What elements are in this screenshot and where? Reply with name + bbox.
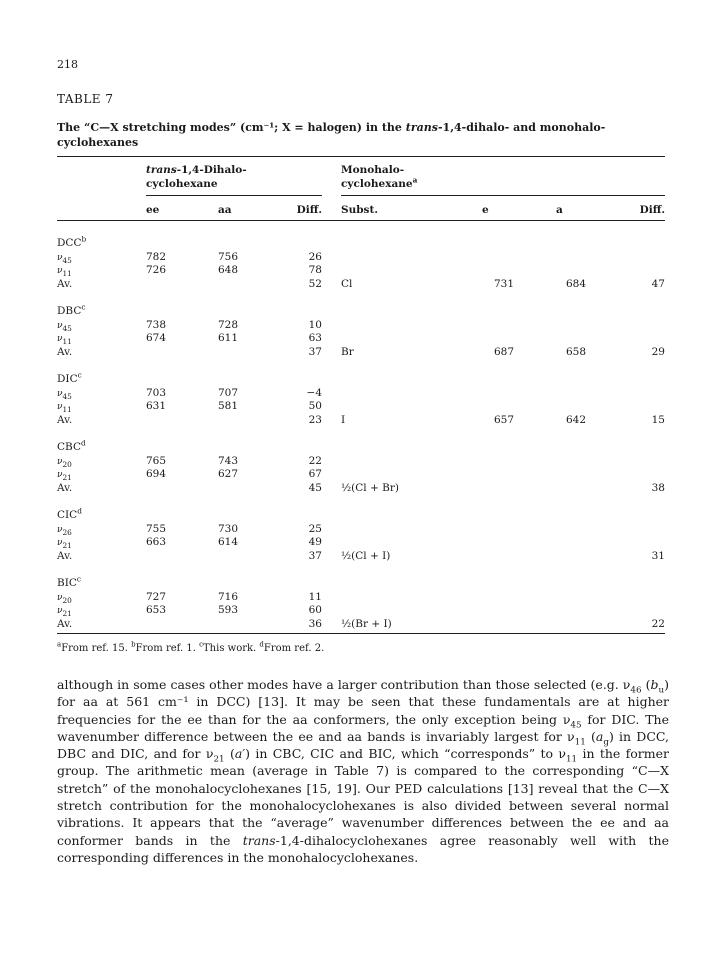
ee-value: 653 xyxy=(146,604,167,616)
body-sub-6: 21 xyxy=(213,754,225,765)
compound-heading xyxy=(57,508,82,522)
group1-header-rule xyxy=(146,195,322,196)
footnote-a-mark: a xyxy=(57,640,62,649)
compound-name: DIC xyxy=(57,373,78,385)
nu-symbol: ν xyxy=(57,592,63,603)
group1-header-rest: -1,4-Dihalo- xyxy=(176,164,247,176)
nu-symbol: ν xyxy=(57,470,63,480)
body-sub-2: u xyxy=(658,685,665,696)
average-diff: 52 xyxy=(308,277,322,290)
col-header-diff2: Diff. xyxy=(639,204,665,216)
ee-value: 755 xyxy=(146,522,167,535)
col-header-a: a xyxy=(556,204,563,216)
ee-value: 738 xyxy=(146,318,167,331)
e-value: 687 xyxy=(493,345,514,358)
body-sub-3: 45 xyxy=(570,720,582,731)
diff-value: 10 xyxy=(308,318,322,331)
substituent: ½(Cl + I) xyxy=(341,549,391,562)
mono-diff-value: 29 xyxy=(651,345,665,358)
body-text-1: although in some cases other modes have a larger contribution than those selected (e.g. ν xyxy=(57,677,631,692)
a-value: 658 xyxy=(565,345,586,358)
diff-value: 63 xyxy=(308,332,322,344)
mode-number: 20 xyxy=(62,459,72,469)
mono-diff-value: 31 xyxy=(651,549,665,562)
body-text-6: ) in DCC, DBC and DIC, and for ν xyxy=(57,728,669,762)
average-diff: 37 xyxy=(308,345,322,358)
col-header-ee: ee xyxy=(146,204,160,216)
diff-value: 67 xyxy=(308,468,322,480)
group2-header-text: cyclohexane xyxy=(341,178,413,190)
body-sub-5: g xyxy=(603,737,609,748)
ee-value: 663 xyxy=(146,536,167,548)
table-bottom-rule xyxy=(57,633,665,634)
aa-value: 728 xyxy=(218,318,239,331)
diff-value: 49 xyxy=(308,536,322,548)
group2-header-line1: Monohalo- xyxy=(341,164,405,176)
average-diff: 45 xyxy=(308,481,322,494)
footnote-a: From ref. 15. xyxy=(61,643,132,654)
nu-symbol: ν xyxy=(57,606,63,616)
mono-diff-value: 38 xyxy=(651,481,665,494)
mode-number: 20 xyxy=(62,595,72,605)
compound-ref-mark: b xyxy=(81,234,87,244)
substituent: Br xyxy=(341,345,354,358)
body-text-5: ( xyxy=(585,728,596,744)
col-header-diff: Diff. xyxy=(296,204,322,216)
mode-number: 11 xyxy=(62,405,72,415)
ee-value: 703 xyxy=(146,386,167,399)
aa-value: 716 xyxy=(218,590,239,603)
aa-value: 593 xyxy=(218,604,239,616)
mode-number: 26 xyxy=(62,527,72,537)
a-value: 684 xyxy=(565,277,586,290)
footnote-b: From ref. 1. xyxy=(135,643,200,654)
average-diff: 23 xyxy=(308,413,322,426)
ee-value: 727 xyxy=(146,590,167,603)
aa-value: 581 xyxy=(218,400,239,412)
nu-symbol: ν xyxy=(57,266,63,276)
compound-ref-mark: c xyxy=(76,574,82,584)
mono-diff-value: 15 xyxy=(651,413,665,426)
diff-value: 25 xyxy=(308,522,322,535)
compound-name: CBC xyxy=(57,441,81,453)
aa-value: 611 xyxy=(218,332,239,344)
body-paragraph xyxy=(57,676,669,866)
mode-number: 21 xyxy=(62,609,72,619)
mode-number: 45 xyxy=(62,323,72,333)
ee-value: 726 xyxy=(146,264,167,276)
table-label: TABLE 7 xyxy=(57,92,114,106)
mode-number: 21 xyxy=(62,541,72,551)
nu-symbol: ν xyxy=(57,252,63,263)
caption-pre: The “C—X stretching modes” (cm⁻¹; X = halogen) in the xyxy=(57,121,406,134)
ee-value: 674 xyxy=(146,332,167,344)
body-italic-7: a′ xyxy=(234,746,246,762)
footnote-b-mark: b xyxy=(131,640,136,649)
compound-heading xyxy=(57,304,86,318)
compound-heading xyxy=(57,372,82,386)
caption-post: -1,4-dihalo- and monohalo-cyclohexanes xyxy=(57,121,606,149)
substituent: I xyxy=(341,413,346,426)
col-header-e: e xyxy=(482,204,489,216)
ee-value: 631 xyxy=(146,400,167,412)
compound-ref-mark: c xyxy=(81,302,86,312)
nu-symbol: ν xyxy=(57,456,63,467)
compound-heading xyxy=(57,440,86,454)
footnote-d-mark: d xyxy=(259,640,264,649)
caption-italic: trans xyxy=(405,121,438,134)
group1-header-line2: cyclohexane xyxy=(146,178,218,190)
body-text-8: ) in CBC, CIC and BIC, which “corresponds” to ν xyxy=(245,746,566,762)
group2-header-rule xyxy=(341,195,665,196)
ee-value: 782 xyxy=(146,250,167,263)
aa-value: 614 xyxy=(218,536,239,548)
diff-value: 11 xyxy=(308,590,322,603)
compound-heading xyxy=(57,236,86,250)
average-diff: 37 xyxy=(308,549,322,562)
table-footnotes xyxy=(57,640,325,654)
body-text-2: ( xyxy=(641,677,651,692)
footnote-c-mark: c xyxy=(199,640,204,649)
substituent: Cl xyxy=(341,277,353,290)
average-label: Av. xyxy=(57,617,73,630)
diff-value: 22 xyxy=(308,454,322,467)
compound-ref-mark: d xyxy=(80,438,86,448)
mode-number: 45 xyxy=(62,255,72,265)
body-italic-2: b xyxy=(650,677,659,692)
table-caption xyxy=(57,120,677,150)
body-sub-1: 46 xyxy=(630,685,642,696)
diff-value: 78 xyxy=(308,264,322,276)
aa-value: 707 xyxy=(218,386,239,399)
average-label: Av. xyxy=(57,413,73,426)
table-top-rule xyxy=(57,156,665,157)
aa-value: 730 xyxy=(218,522,239,535)
compound-name: DBC xyxy=(57,305,82,317)
footnote-c: This work. xyxy=(203,643,260,654)
average-label: Av. xyxy=(57,345,73,358)
group2-header-line2 xyxy=(341,177,417,191)
aa-value: 743 xyxy=(218,454,239,467)
nu-symbol: ν xyxy=(57,388,63,399)
mode-number: 11 xyxy=(62,337,72,347)
mode-number: 11 xyxy=(62,269,72,279)
diff-value: 60 xyxy=(308,604,322,616)
compound-ref-mark: d xyxy=(77,506,82,516)
col-header-subst: Subst. xyxy=(341,204,378,216)
nu-symbol: ν xyxy=(57,402,63,412)
substituent: ½(Br + I) xyxy=(341,617,392,630)
average-diff: 36 xyxy=(308,617,322,630)
body-text-3: ) for aa at 561 cm⁻¹ in DCC) [13]. It may be seen that these fundamentals are at higher frequencies for the ee than for the aa conformers, the only exception being ν xyxy=(57,677,669,727)
body-sub-8: 11 xyxy=(565,754,578,765)
compound-name: CIC xyxy=(57,509,78,521)
body-sub-4: 11 xyxy=(574,737,586,748)
e-value: 657 xyxy=(493,413,514,426)
compound-ref-mark: c xyxy=(77,370,82,380)
body-text-7: ( xyxy=(224,746,235,762)
mode-number: 45 xyxy=(62,391,72,401)
diff-value: 26 xyxy=(308,250,322,263)
compound-name: BIC xyxy=(57,577,77,589)
mode-number: 21 xyxy=(62,473,72,483)
aa-value: 756 xyxy=(218,250,239,263)
footnote-d: From ref. 2. xyxy=(263,643,325,654)
mono-diff-value: 22 xyxy=(651,617,665,630)
average-label: Av. xyxy=(57,277,73,290)
diff-value: −4 xyxy=(306,386,322,399)
compound-name: DCC xyxy=(57,237,82,249)
col-header-aa: aa xyxy=(218,204,232,216)
group1-header-italic: trans xyxy=(146,164,177,176)
e-value: 731 xyxy=(493,277,514,290)
group1-header-line1 xyxy=(146,163,247,177)
table-header-rule xyxy=(57,220,665,221)
diff-value: 50 xyxy=(308,400,322,412)
nu-symbol: ν xyxy=(57,320,63,331)
mono-diff-value: 47 xyxy=(651,277,665,290)
nu-symbol: ν xyxy=(57,538,63,548)
nu-symbol: ν xyxy=(57,334,63,344)
page-number: 218 xyxy=(57,58,78,71)
body-text-10: -1,4-dihalocyclohexanes agree reasonably well with the corresponding differences in the monohalocyclohexanes. xyxy=(57,832,669,865)
body-italic-9: trans xyxy=(242,832,276,848)
body-text-9: in the former group. The arithmetic mean (average in Table 7) is compared to the corresponding “C—X stretch” of the monohalocyclohexanes [15, 19]. Our PED calculations [13] reveal that the C—X stretch contribution for the monohalocyclohexanes is also divided between several normal vibrations. It appears that the “average” wavenumber differences between the ee and aa conformer bands in the xyxy=(57,746,669,848)
body-italic-5: a xyxy=(595,728,604,744)
substituent: ½(Cl + Br) xyxy=(341,481,399,494)
body-text-4: for DIC. The wavenumber difference between the ee and aa bands is invariably largest for ν xyxy=(57,711,669,744)
compound-heading xyxy=(57,576,81,590)
average-label: Av. xyxy=(57,549,73,562)
nu-symbol: ν xyxy=(57,524,63,535)
ee-value: 765 xyxy=(146,454,167,467)
aa-value: 627 xyxy=(218,468,239,480)
aa-value: 648 xyxy=(218,264,239,276)
a-value: 642 xyxy=(565,413,586,426)
ee-value: 694 xyxy=(146,468,167,480)
average-label: Av. xyxy=(57,481,73,494)
group2-header-sup: a xyxy=(412,175,418,185)
